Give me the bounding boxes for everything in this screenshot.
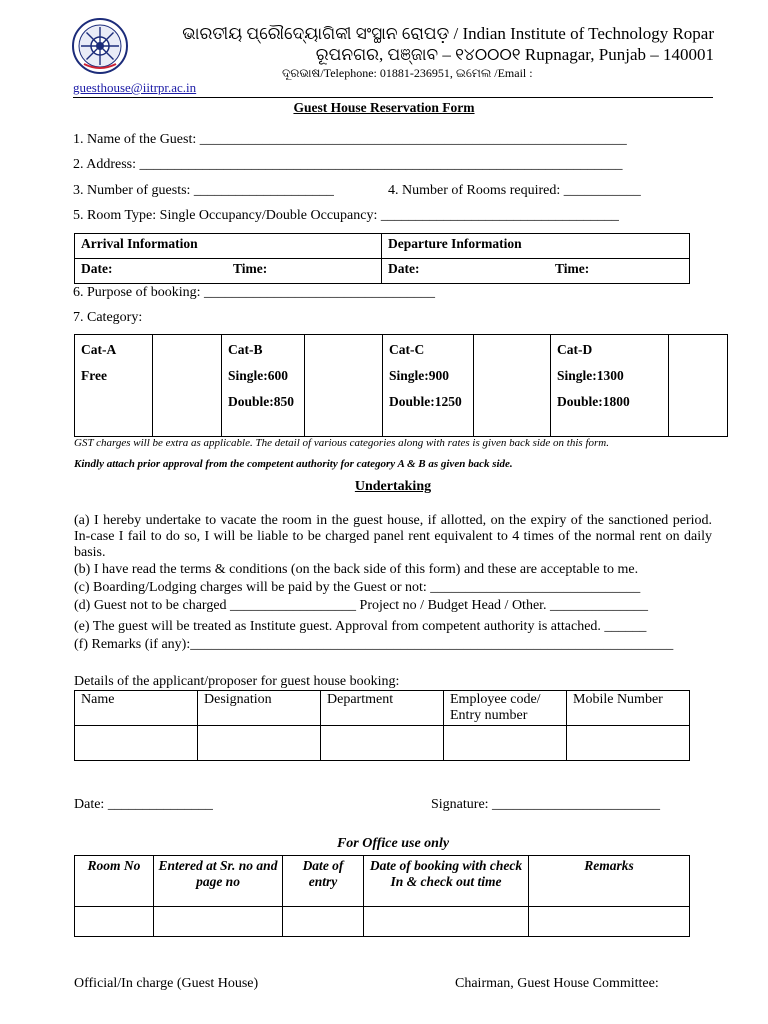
category-table — [74, 334, 728, 437]
cat-a-rate: Free — [81, 368, 107, 383]
departure-time-label: Time: — [555, 261, 590, 276]
cat-d-name: Cat-D — [557, 342, 593, 357]
applicant-employee-code-input[interactable] — [444, 726, 567, 761]
office-use-table — [74, 855, 690, 937]
arrival-time-label: Time: — [233, 261, 268, 276]
category-label: 7. Category: — [73, 310, 143, 325]
undertaking-b: (b) I have read the terms & conditions (on the back side of this form) and these are acceptable to me. — [74, 562, 639, 577]
cat-a-name: Cat-A — [81, 342, 117, 357]
cat-d-cell — [551, 335, 669, 437]
cat-c-single: Single:900 — [389, 368, 450, 383]
signature-field[interactable]: Signature: ________________________ — [431, 797, 661, 812]
departure-date-label: Date: — [388, 261, 420, 276]
col-date-of-booking: Date of booking with check In & check out time — [364, 856, 529, 907]
undertaking-e-field[interactable]: (e) The guest will be treated as Institute guest. Approval from competent authority is attached. ______ — [74, 619, 647, 634]
contact-line: ଦୂରଭାଷ/Telephone: 01881-236951, ଇମେଲ /Email : — [282, 66, 533, 80]
email-link[interactable]: guesthouse@iitrpr.ac.in — [73, 80, 197, 95]
departure-header: Departure Information — [382, 234, 690, 259]
official-in-charge-label: Official/In charge (Guest House) — [74, 976, 259, 991]
remarks-field[interactable]: (f) Remarks (if any):_____________________________________________________________________ — [74, 637, 674, 652]
office-use-caption: For Office use only — [336, 836, 450, 851]
cat-b-double: Double:850 — [228, 394, 295, 409]
date-field[interactable]: Date: _______________ — [74, 797, 213, 812]
header-divider — [73, 97, 713, 98]
col-date-of-entry: Date of entry — [283, 856, 364, 907]
institute-seal-logo — [72, 18, 128, 74]
col-name: Name — [75, 691, 198, 726]
cat-a-cell — [75, 335, 153, 437]
institute-address: ରୂପନଗର, ପଞ୍ଜାବ – ୧୪୦୦୦୧ Rupnagar, Punjab – 140001 — [315, 45, 714, 64]
purpose-field[interactable]: 6. Purpose of booking: _________________________________ — [73, 285, 436, 300]
guest-name-field[interactable]: 1. Name of the Guest: _____________________________________________________________ — [73, 132, 627, 147]
col-department: Department — [321, 691, 444, 726]
arrival-header: Arrival Information — [75, 234, 382, 259]
applicant-designation-input[interactable] — [198, 726, 321, 761]
cat-a-checkbox[interactable] — [153, 335, 222, 437]
cat-c-cell — [383, 335, 474, 437]
applicant-name-input[interactable] — [75, 726, 198, 761]
departure-datetime-cell[interactable] — [382, 259, 690, 284]
undertaking-c-field[interactable]: (c) Boarding/Lodging charges will be paid by the Guest or not: ______________________________ — [74, 580, 641, 595]
col-designation: Designation — [198, 691, 321, 726]
col-remarks: Remarks — [529, 856, 690, 907]
cat-b-cell — [222, 335, 305, 437]
col-room-no: Room No — [75, 856, 154, 907]
number-of-guests-field[interactable]: 3. Number of guests: ____________________ — [73, 183, 334, 198]
chairman-label: Chairman, Guest House Committee: — [455, 976, 659, 991]
office-room-no-input[interactable] — [75, 907, 154, 937]
arrival-departure-table — [74, 233, 690, 284]
arrival-datetime-cell[interactable] — [75, 259, 382, 284]
cat-c-name: Cat-C — [389, 342, 425, 357]
cat-c-checkbox[interactable] — [474, 335, 551, 437]
room-type-field[interactable]: 5. Room Type: Single Occupancy/Double Occupancy: __________________________________ — [73, 208, 619, 223]
office-date-of-entry-input[interactable] — [283, 907, 364, 937]
form-title: Guest House Reservation Form — [293, 100, 475, 115]
undertaking-a: (a) I hereby undertake to vacate the room in the guest house, if allotted, on the expiry of the sanctioned period. In-case I fail to do so, I will be liable to be charged panel rent equivalent to 4 times of the normal rent on daily basis. — [74, 513, 712, 560]
applicant-department-input[interactable] — [321, 726, 444, 761]
office-remarks-input[interactable] — [529, 907, 690, 937]
applicant-table — [74, 690, 690, 761]
office-date-of-booking-input[interactable] — [364, 907, 529, 937]
applicant-caption: Details of the applicant/proposer for guest house booking: — [74, 674, 400, 689]
col-entered-at: Entered at Sr. no and page no — [154, 856, 283, 907]
arrival-date-label: Date: — [81, 261, 113, 276]
address-field[interactable]: 2. Address: _____________________________________________________________________ — [73, 157, 623, 172]
number-of-rooms-field[interactable]: 4. Number of Rooms required: ___________ — [388, 183, 641, 198]
undertaking-d-field[interactable]: (d) Guest not to be charged __________________ Project no / Budget Head / Other. ______________ — [74, 598, 649, 613]
cat-d-double: Double:1800 — [557, 394, 630, 409]
cat-d-single: Single:1300 — [557, 368, 624, 383]
undertaking-heading: Undertaking — [354, 479, 432, 494]
cat-c-double: Double:1250 — [389, 394, 462, 409]
cat-b-single: Single:600 — [228, 368, 289, 383]
col-mobile: Mobile Number — [567, 691, 690, 726]
office-entered-at-input[interactable] — [154, 907, 283, 937]
cat-d-checkbox[interactable] — [669, 335, 728, 437]
cat-b-name: Cat-B — [228, 342, 263, 357]
cat-b-checkbox[interactable] — [305, 335, 383, 437]
col-employee-code: Employee code/ Entry number — [444, 691, 567, 726]
gst-note: GST charges will be extra as applicable. The detail of various categories along with rates is given back side on this form. — [74, 437, 609, 449]
approval-note: Kindly attach prior approval from the competent authority for category A & B as given back side. — [74, 458, 513, 470]
applicant-mobile-input[interactable] — [567, 726, 690, 761]
institute-name: ଭାରତୀୟ ପ୍ରୌଦ୍ୟୋଗିକୀ ସଂସ୍ଥାନ ରୋପଡ଼ / Indian Institute of Technology Ropar — [182, 24, 714, 43]
